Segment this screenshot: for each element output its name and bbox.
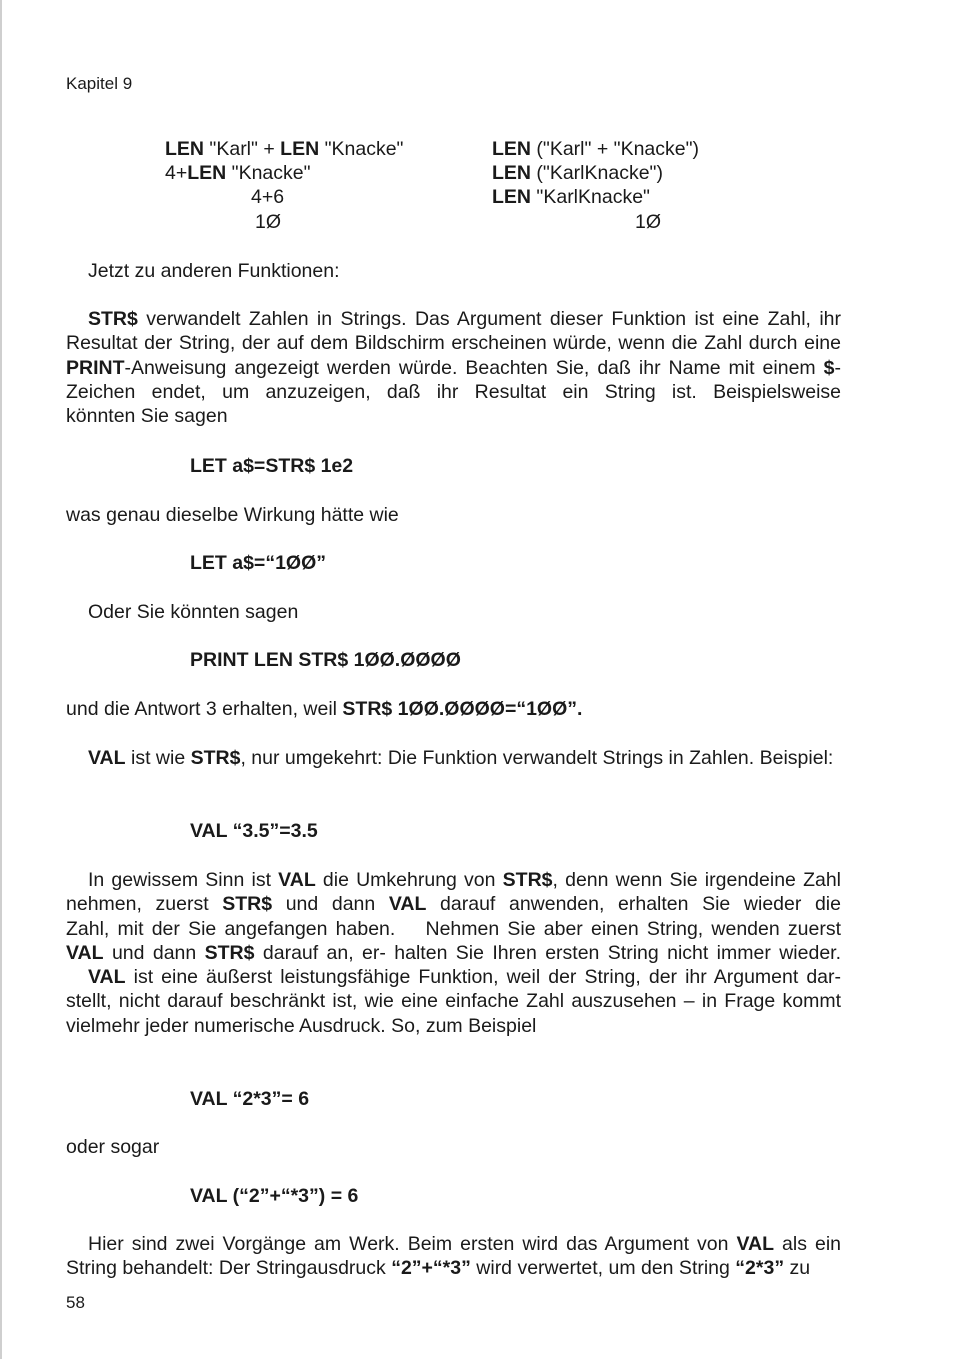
example-left-line-2: 4+LEN "Knacke" (165, 162, 311, 184)
example-left-line-4: 1Ø (255, 211, 282, 233)
page-edge (0, 0, 2, 1359)
inverse-line-5: halten Sie Ihren ersten String nicht immer wieder. (394, 941, 842, 964)
code-example-4: VAL “3.5”=3.5 (190, 820, 318, 842)
example-right-line-2: LEN ("KarlKnacke") (492, 162, 663, 184)
page-number: 58 (66, 1293, 85, 1312)
example-right-line-4: 1Ø (635, 211, 662, 233)
processes-line-1: Hier sind zwei Vorgänge am Werk. Beim ersten wird das Argument von VAL als ein (88, 1233, 841, 1255)
val-line-2: Beispiel: (759, 747, 834, 769)
str-line-2: Resultat der String, der auf dem Bildschirm erscheinen würde, wenn die Zahl durch (66, 332, 798, 355)
example-left-line-1: LEN "Karl" + LEN "Knacke" (165, 138, 404, 160)
paragraph-val (66, 746, 841, 770)
str-line-1: STR$ verwandelt Zahlen in Strings. Das Argument dieser Funktion ist eine Zahl, ihr (88, 308, 841, 330)
inverse-line-3: Zahl, mit der Sie angefangen haben. (66, 917, 396, 940)
code-example-5: VAL “2*3”= 6 (190, 1088, 310, 1110)
code-example-6: VAL (“2”+“*3”) = 6 (190, 1185, 359, 1207)
example-right-line-3: LEN "KarlKnacke" (492, 186, 650, 208)
val-line-1: VAL ist wie STR$, nur umgekehrt: Die Funktion verwandelt Strings in Zahlen. (88, 747, 755, 769)
paragraph-or-say: Oder Sie könnten sagen (88, 601, 299, 623)
inverse-line-7: stellt, nicht darauf beschränkt ist, wie eine einfache Zahl auszusehen – in Frage kommt (66, 990, 841, 1013)
str-line-4: einem $-Zeichen endet, um anzuzeigen, daß ihr Resultat ein String ist. Beispielsweise (66, 356, 841, 403)
paragraph-two-processes (66, 1232, 841, 1281)
code-example-1: LET a$=STR$ 1e2 (190, 455, 354, 477)
inverse-line-4: Nehmen Sie aber einen String, wenden zuerst VAL und dann STR$ darauf an, er- (66, 917, 842, 964)
str-line-5: könnten Sie sagen (66, 405, 228, 428)
paragraph-answer: und die Antwort 3 erhalten, weil STR$ 1ØØ.ØØØØ=“1ØØ”. (66, 698, 583, 720)
paragraph-inverse (66, 868, 841, 1038)
inverse-line-6: VAL ist eine äußerst leistungsfähige Funktion, weil der String, der ihr Argument dar- (88, 966, 841, 989)
example-left-line-3: 4+6 (251, 186, 285, 208)
str-line-3: eine PRINT-Anweisung angezeigt werden würde. Beachten Sie, daß ihr Name mit (66, 332, 841, 379)
paragraph-functions-intro: Jetzt zu anderen Funktionen: (88, 260, 340, 282)
paragraph-str (66, 307, 841, 428)
processes-line-2: String behandelt: Der Stringausdruck “2”+“*3” wird verwertet, um den String “2*3” zu (66, 1257, 811, 1280)
inverse-line-8: vielmehr jeder numerische Ausdruck. So, zum Beispiel (66, 1014, 537, 1037)
example-right-line-1: LEN ("Karl" + "Knacke") (492, 138, 700, 160)
chapter-header: Kapitel 9 (66, 74, 133, 93)
code-example-3: PRINT LEN STR$ 1ØØ.ØØØØ (190, 649, 461, 671)
inverse-line-2: Zahl nehmen, zuerst STR$ und dann VAL darauf anwenden, erhalten Sie wieder die (66, 869, 841, 916)
paragraph-or-even: oder sogar (66, 1136, 160, 1158)
paragraph-same-effect: was genau dieselbe Wirkung hätte wie (66, 504, 399, 526)
inverse-line-1: In gewissem Sinn ist VAL die Umkehrung von STR$, denn wenn Sie irgendeine (88, 869, 796, 891)
code-example-2: LET a$=“1ØØ” (190, 552, 327, 574)
